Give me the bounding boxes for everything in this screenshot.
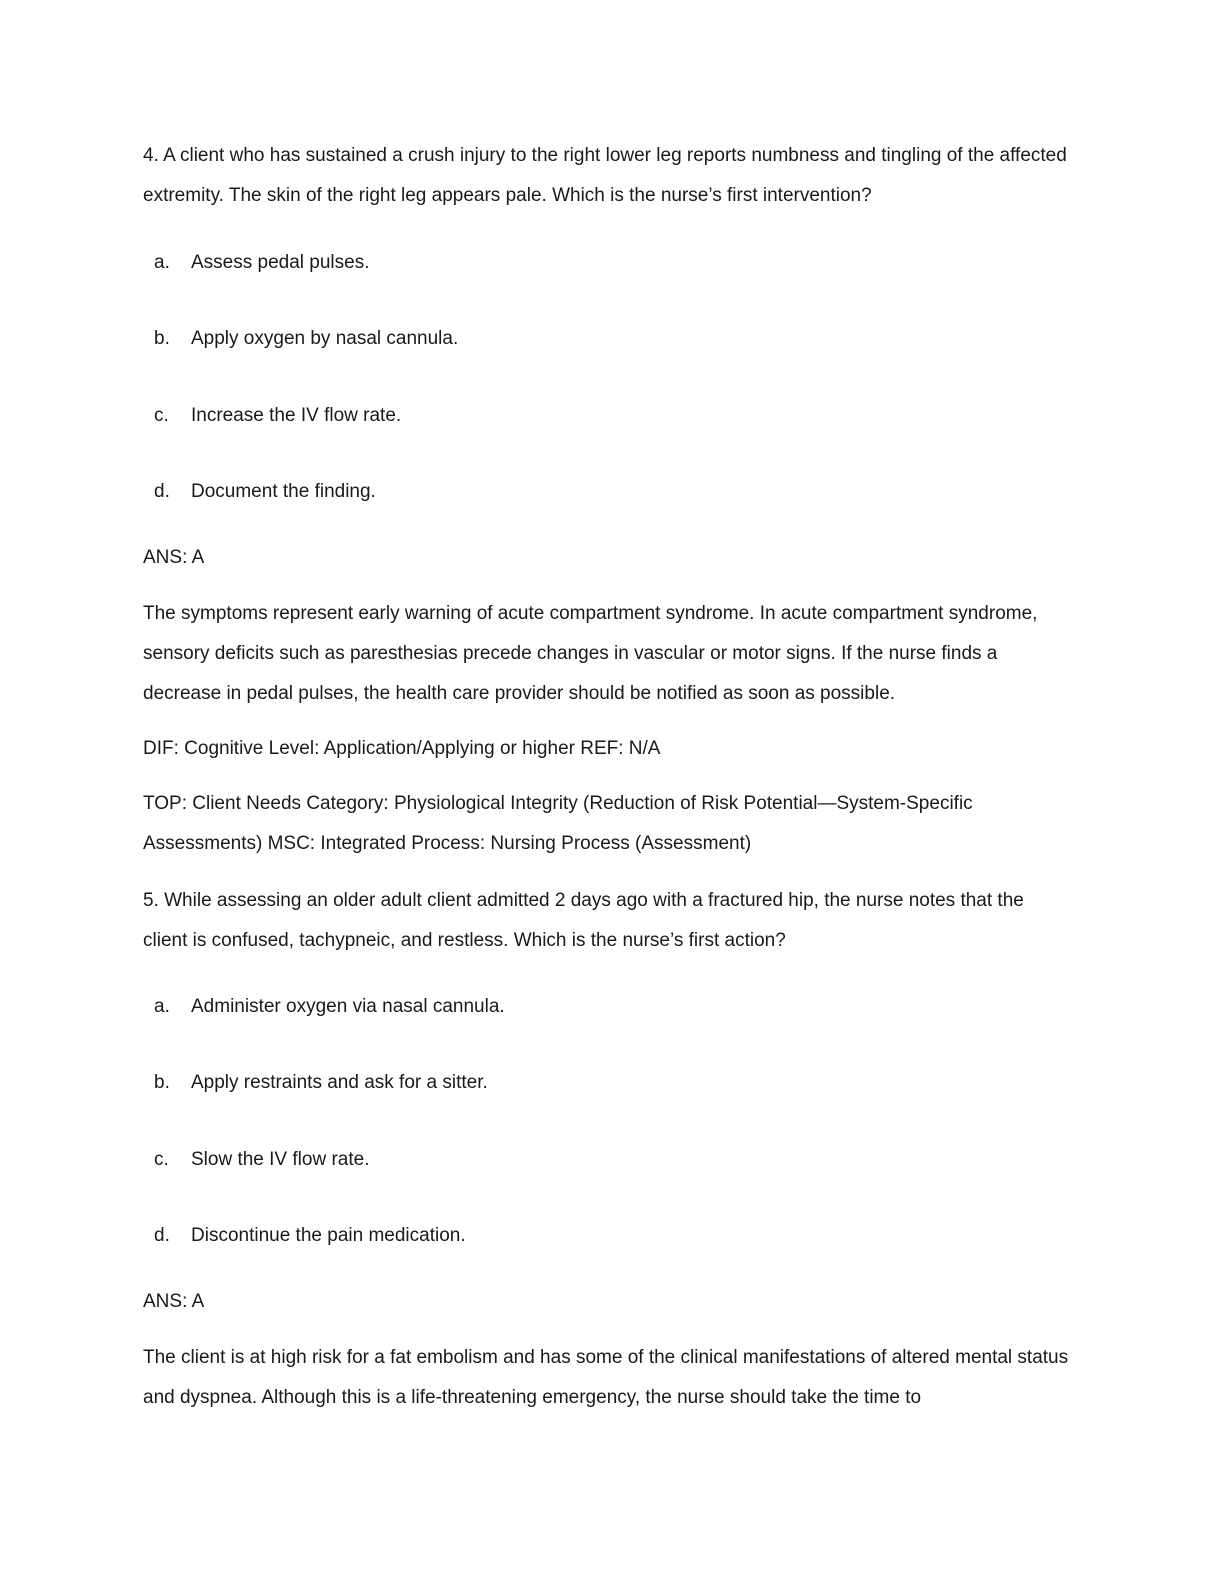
question-5-option-a: [154, 995, 1054, 1019]
option-text: Slow the IV flow rate.: [191, 1149, 370, 1170]
question-4-option-c: [154, 404, 1054, 428]
option-text: Apply restraints and ask for a sitter.: [191, 1072, 488, 1093]
question-5-option-b: [154, 1071, 1054, 1095]
option-text: Discontinue the pain medication.: [191, 1225, 466, 1246]
option-letter: a.: [154, 996, 170, 1017]
question-5-option-d: [154, 1224, 1054, 1248]
option-letter: c.: [154, 1149, 169, 1170]
option-text: Increase the IV flow rate.: [191, 405, 402, 426]
question-4-rationale: The symptoms represent early warning of acute compartment syndrome. In acute compartment syndrome, sensory deficits such as paresthesias precede changes in vascular or motor signs. If the nurse finds a decrease in pedal pulses, the health care provider should be notified as soon as possible.: [143, 603, 1038, 704]
question-5-answer: ANS: A: [143, 1291, 205, 1312]
option-letter: b.: [154, 1072, 170, 1093]
option-letter: d.: [154, 481, 170, 502]
question-4-stem: 4. A client who has sustained a crush injury to the right lower leg reports numbness and tingling of the affected extremity. The skin of the right leg appears pale. Which is the nurse’s first intervention?: [143, 145, 1067, 206]
question-5-rationale: The client is at high risk for a fat embolism and has some of the clinical manifestations of altered mental status and dyspnea. Although this is a life-threatening emergency, the nurse should take the time to: [143, 1347, 1069, 1408]
option-text: Apply oxygen by nasal cannula.: [191, 328, 459, 349]
question-5-stem: 5. While assessing an older adult client admitted 2 days ago with a fractured hip, the nurse notes that the client is confused, tachypneic, and restless. Which is the nurse’s first action?: [143, 890, 1024, 951]
option-letter: a.: [154, 252, 170, 273]
question-4-topic: TOP: Client Needs Category: Physiological Integrity (Reduction of Risk Potential—System-Specific Assessments) MSC: Integrated Process: Nursing Process (Assessment): [143, 793, 973, 854]
question-4-option-d: [154, 480, 1054, 504]
question-4-dif: DIF: Cognitive Level: Application/Applying or higher REF: N/A: [143, 738, 661, 759]
question-4-answer: ANS: A: [143, 547, 205, 568]
question-5-option-c: [154, 1148, 1054, 1172]
question-4-option-a: [154, 251, 1054, 275]
option-text: Assess pedal pulses.: [191, 252, 370, 273]
option-letter: b.: [154, 328, 170, 349]
option-text: Administer oxygen via nasal cannula.: [191, 996, 505, 1017]
option-letter: c.: [154, 405, 169, 426]
option-text: Document the finding.: [191, 481, 376, 502]
question-4-option-b: [154, 327, 1054, 351]
option-letter: d.: [154, 1225, 170, 1246]
